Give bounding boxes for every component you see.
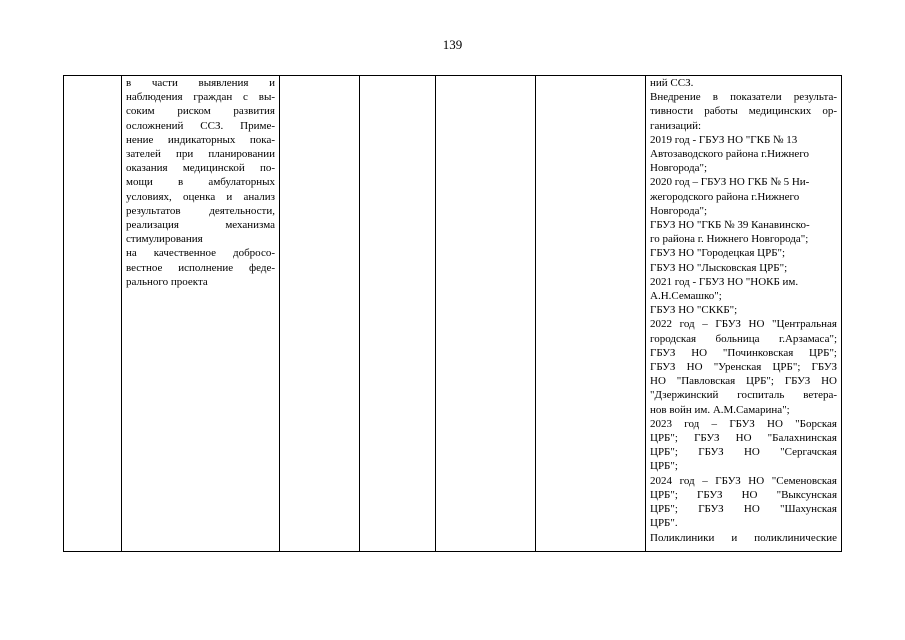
table-cell-col7 (646, 76, 842, 552)
table-cell-col1 (64, 76, 122, 552)
table-row (64, 76, 842, 552)
text-line: вестное исполнение феде- (126, 261, 275, 274)
text-line: жегородского района г.Нижнего (650, 190, 800, 203)
text-line: Новгорода"; (650, 162, 708, 175)
activity-description (122, 76, 279, 289)
text-line: оказания медицинской по- (126, 162, 275, 175)
text-line: городская больница г.Арзамаса"; (650, 332, 837, 345)
text-line: тивности работы медицинских ор- (650, 105, 837, 118)
table-cell-col2 (122, 76, 280, 552)
text-line: ЦРБ"; (650, 460, 678, 473)
text-line: ГБУЗ НО "Лысковская ЦРБ"; (650, 261, 788, 274)
text-line: осложнений ССЗ. Приме- (126, 119, 275, 132)
text-line: ГБУЗ НО "ГКБ № 39 Канавинско- (650, 219, 810, 232)
text-line: 2019 год - ГБУЗ НО "ГКБ № 13 (650, 133, 798, 146)
page-number: 139 (442, 37, 463, 52)
text-line: ЦРБ"; ГБУЗ НО "Балахнинская (650, 432, 837, 445)
implementation-details (646, 76, 841, 545)
text-line: ганизаций: (650, 119, 702, 132)
text-line: ЦРБ". (650, 517, 678, 530)
text-line: ГБУЗ НО "Уренская ЦРБ"; ГБУЗ (650, 361, 837, 374)
text-line: Новгорода"; (650, 204, 708, 217)
text-line: 2022 год – ГБУЗ НО "Центральная (650, 318, 837, 331)
table-cell-col3 (280, 76, 360, 552)
text-line: Автозаводского района г.Нижнего (650, 148, 810, 161)
text-line: стимулирования (126, 233, 203, 246)
text-line: на качественное добросо- (126, 247, 275, 260)
text-line: А.Н.Семашко"; (650, 290, 722, 303)
text-line: 2021 год - ГБУЗ НО "НОКБ им. (650, 275, 799, 288)
text-line: ГБУЗ НО "СККБ"; (650, 304, 738, 317)
text-line: ний ССЗ. (650, 77, 694, 89)
text-line: наблюдения граждан с вы- (126, 91, 275, 104)
document-table (63, 75, 842, 552)
table-cell-col5 (436, 76, 536, 552)
text-line: ГБУЗ НО "Городецкая ЦРБ"; (650, 247, 786, 260)
text-line: НО "Павловская ЦРБ"; ГБУЗ НО (650, 375, 837, 388)
text-line: го района г. Нижнего Новгорода"; (650, 233, 809, 246)
text-line: соким риском развития (126, 105, 275, 118)
table-cell-col6 (536, 76, 646, 552)
text-line: ЦРБ"; ГБУЗ НО "Шахунская (650, 503, 837, 516)
text-line: нов войн им. А.М.Самарина"; (650, 403, 790, 416)
text-line: 2024 год – ГБУЗ НО "Семеновская (650, 474, 837, 487)
text-line: мощи в амбулаторных (126, 176, 275, 189)
text-line: нение индикаторных пока- (126, 133, 275, 146)
text-line: в части выявления и (126, 77, 275, 89)
text-line: Поликлиники и поликлинические (650, 531, 837, 544)
text-line: "Дзержинский госпиталь ветера- (650, 389, 837, 402)
text-line: Внедрение в показатели результа- (650, 91, 837, 104)
text-line: реализация механизма (126, 219, 275, 232)
text-line: условиях, оценка и анализ (126, 190, 275, 203)
text-line: 2020 год – ГБУЗ НО ГКБ № 5 Ни- (650, 176, 810, 189)
table-cell-col4 (360, 76, 436, 552)
text-line: ЦРБ"; ГБУЗ НО "Выксунская (650, 488, 837, 501)
text-line: ЦРБ"; ГБУЗ НО "Сергачская (650, 446, 837, 459)
text-line: ГБУЗ НО "Починковская ЦРБ"; (650, 346, 837, 359)
text-line: 2023 год – ГБУЗ НО "Борская (650, 417, 837, 430)
text-line: зателей при планировании (126, 148, 275, 161)
text-line: рального проекта (126, 275, 208, 288)
text-line: результатов деятельности, (126, 204, 275, 217)
